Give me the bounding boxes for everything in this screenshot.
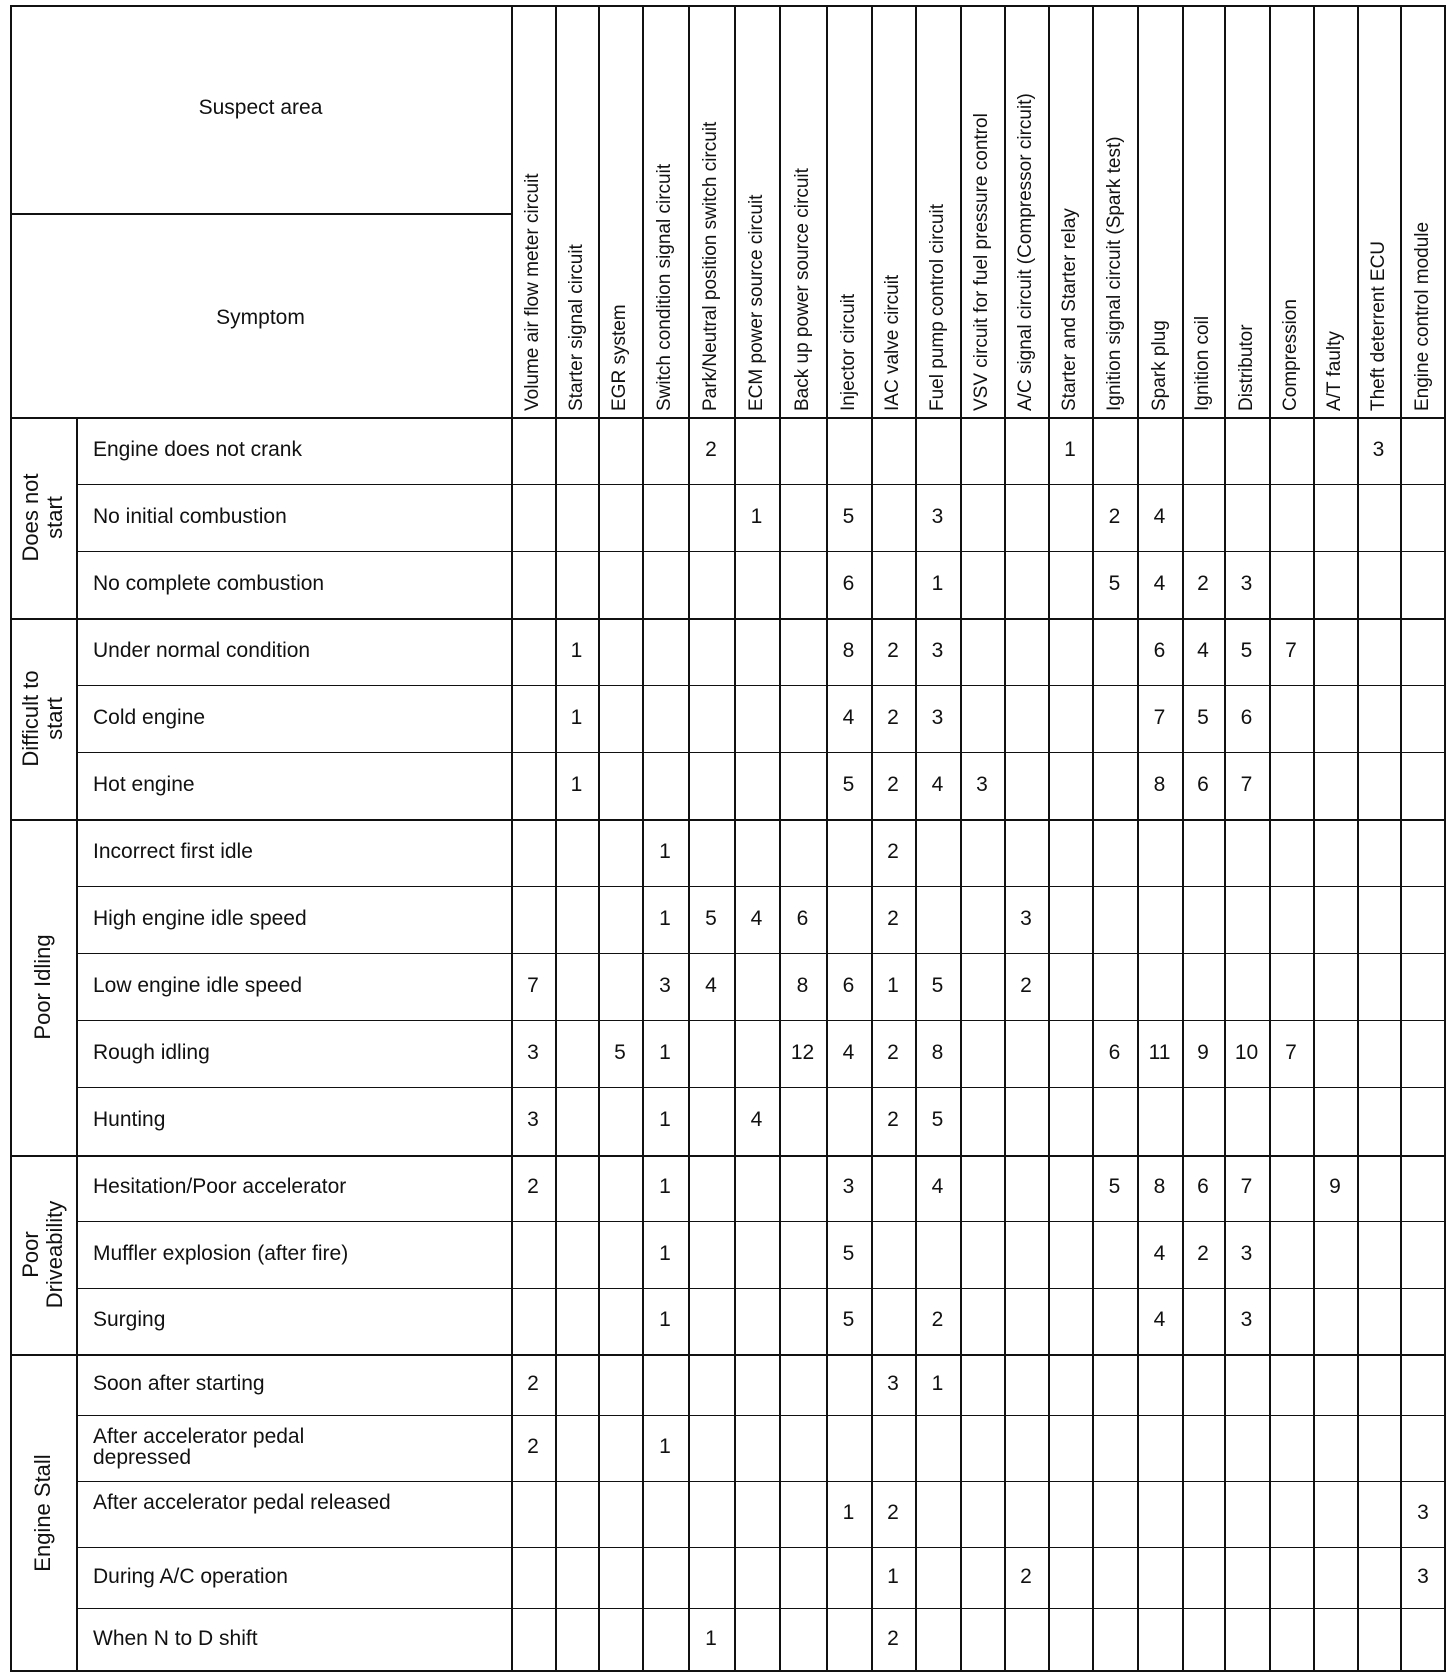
cell-value: 8 <box>931 1040 944 1064</box>
symptom-8: High engine idle speed <box>93 906 307 930</box>
cell-value: 3 <box>931 638 944 662</box>
cell-value: 3 <box>931 705 944 729</box>
cell-value: 3 <box>931 504 944 528</box>
column-header-12: A/C signal circuit (Compressor circuit) <box>1015 93 1036 411</box>
cell-value: 2 <box>1020 973 1032 997</box>
column-header-16: Ignition coil <box>1192 315 1213 411</box>
column-line <box>1400 5 1402 1672</box>
cell-value: 11 <box>1148 1040 1171 1064</box>
cell-value: 4 <box>1153 571 1166 595</box>
group-label-line: Poor Idling <box>30 934 55 1040</box>
row-line <box>76 551 1446 552</box>
cell-value: 6 <box>1197 1175 1209 1198</box>
column-header-4: Switch condition signal circuit <box>654 163 675 411</box>
cell-value: 4 <box>750 906 763 930</box>
cell-value: 1 <box>887 1564 899 1588</box>
symptom-12: Hesitation/Poor accelerator <box>93 1175 347 1198</box>
symptom-2: No initial combustion <box>93 504 287 528</box>
cell-value: 4 <box>750 1108 763 1131</box>
symptom-19: When N to D shift <box>93 1627 258 1650</box>
cell-value: 1 <box>659 906 671 930</box>
table-border-top <box>10 5 1446 7</box>
column-line <box>960 5 962 1672</box>
cell-value: 2 <box>931 1308 944 1331</box>
column-header-9: IAC valve circuit <box>882 274 903 411</box>
column-line <box>642 5 644 1672</box>
group-label-3 <box>31 819 55 1155</box>
cell-value: 2 <box>887 772 899 796</box>
cell-value: 5 <box>1197 705 1209 729</box>
cell-value: 6 <box>796 906 809 930</box>
cell-value: 2 <box>1197 571 1209 595</box>
row-line <box>76 1415 1446 1416</box>
cell-value: 9 <box>1329 1175 1341 1198</box>
cell-value: 3 <box>1417 1564 1429 1588</box>
column-header-15: Spark plug <box>1148 320 1170 411</box>
cell-value: 5 <box>1108 571 1121 595</box>
cell-value: 5 <box>842 1241 855 1265</box>
column-line <box>779 5 781 1672</box>
header-bottom-line <box>10 417 1446 419</box>
column-line <box>1224 5 1226 1672</box>
cell-value: 4 <box>931 772 944 796</box>
cell-value: 1 <box>570 772 583 796</box>
column-header-14: Ignition signal circuit (Spark test) <box>1103 136 1125 411</box>
cell-value: 1 <box>750 504 763 528</box>
column-header-11: VSV circuit for fuel pressure control <box>971 113 992 411</box>
cell-value: 8 <box>842 638 855 662</box>
column-line <box>1357 5 1359 1672</box>
row-line <box>76 1155 1446 1156</box>
cell-value: 2 <box>887 1040 899 1064</box>
cell-value: 8 <box>1153 1175 1166 1198</box>
cell-value: 3 <box>1417 1501 1429 1524</box>
column-header-20: Theft deterrent ECU <box>1367 240 1389 411</box>
cell-value: 2 <box>1020 1564 1032 1588</box>
cell-value: 1 <box>705 1627 717 1650</box>
column-header-19: A/T faulty <box>1324 331 1345 411</box>
cell-value: 3 <box>1240 571 1253 595</box>
cell-value: 1 <box>659 1175 671 1198</box>
symptom-11: Hunting <box>93 1108 166 1131</box>
symptom-5: Cold engine <box>93 705 206 729</box>
cell-value: 1 <box>887 973 899 997</box>
table-border-bottom <box>10 1670 1446 1672</box>
row-line <box>76 484 1446 485</box>
cell-value: 7 <box>1240 1175 1253 1198</box>
cell-value: 3 <box>527 1108 539 1131</box>
cell-value: 5 <box>931 973 944 997</box>
group-label-line: Does not <box>18 473 43 562</box>
row-line <box>76 1608 1446 1609</box>
column-line <box>1004 5 1006 1672</box>
cell-value: 7 <box>1285 1040 1297 1064</box>
cell-value: 1 <box>659 1308 671 1331</box>
column-line <box>555 5 557 1672</box>
cell-value: 4 <box>931 1175 944 1198</box>
column-line <box>688 5 690 1672</box>
column-line <box>915 5 917 1672</box>
column-header-13: Starter and Starter relay <box>1059 208 1080 411</box>
cell-value: 1 <box>659 1040 671 1064</box>
symptom-16: After accelerator pedal depressed <box>93 1425 305 1469</box>
cell-value: 5 <box>705 906 717 930</box>
cell-value: 1 <box>1064 437 1076 461</box>
cell-value: 2 <box>887 906 899 930</box>
symptom-9: Low engine idle speed <box>93 973 302 997</box>
column-header-1: Volume air flow meter circuit <box>522 173 543 411</box>
column-line <box>1137 5 1139 1672</box>
column-line <box>1182 5 1184 1672</box>
group-label-line: start <box>42 697 67 740</box>
column-line <box>734 5 736 1672</box>
cell-value: 4 <box>1153 1241 1166 1265</box>
cell-value: 7 <box>1240 772 1253 796</box>
column-line <box>871 5 873 1672</box>
cell-value: 1 <box>659 1241 671 1265</box>
column-header-3: EGR system <box>609 304 630 411</box>
cell-value: 2 <box>887 705 899 729</box>
row-line <box>76 1481 1446 1482</box>
cell-value: 2 <box>887 839 899 863</box>
symptom-7: Incorrect first idle <box>93 839 253 863</box>
row-line <box>76 1020 1446 1021</box>
row-line <box>76 953 1446 954</box>
cell-value: 6 <box>842 973 855 997</box>
column-header-21: Engine control module <box>1412 221 1433 411</box>
cell-value: 1 <box>931 1371 944 1395</box>
cell-value: 6 <box>842 571 855 595</box>
cell-value: 5 <box>842 772 855 796</box>
row-line <box>76 819 1446 820</box>
cell-value: 2 <box>527 1175 539 1198</box>
cell-value: 3 <box>1020 906 1032 930</box>
cell-value: 1 <box>659 839 671 863</box>
cell-value: 2 <box>1197 1241 1209 1265</box>
cell-value: 3 <box>976 772 988 796</box>
cell-value: 2 <box>527 1371 539 1395</box>
cell-value: 4 <box>1153 504 1166 528</box>
cell-value: 2 <box>887 1501 899 1524</box>
cell-value: 6 <box>1153 638 1166 662</box>
cell-value: 2 <box>527 1435 539 1458</box>
symptom-10: Rough idling <box>93 1040 210 1064</box>
group-label-1 <box>19 417 67 618</box>
column-header-17: Distributor <box>1235 324 1257 411</box>
column-line <box>826 5 828 1672</box>
group-column-line <box>76 417 78 1672</box>
symptom-13: Muffler explosion (after fire) <box>93 1241 349 1265</box>
symptom-15: Soon after starting <box>93 1371 265 1395</box>
column-line <box>1048 5 1050 1672</box>
column-header-7: Back up power source circuit <box>791 168 813 411</box>
symptom-label: Symptom <box>216 306 305 329</box>
cell-value: 6 <box>1240 705 1253 729</box>
cell-value: 3 <box>527 1040 539 1064</box>
group-label-line: Engine Stall <box>30 1454 55 1572</box>
row-line <box>76 752 1446 753</box>
cell-value: 3 <box>887 1371 899 1395</box>
column-header-2: Starter signal circuit <box>565 244 587 411</box>
column-line <box>1269 5 1271 1672</box>
cell-value: 4 <box>1197 638 1209 662</box>
cell-value: 3 <box>1240 1241 1253 1265</box>
cell-value: 4 <box>705 973 717 997</box>
header-divider <box>10 213 511 215</box>
group-label-2 <box>19 618 67 819</box>
group-label-line: Poor <box>18 1231 43 1278</box>
column-line <box>1092 5 1094 1672</box>
row-line <box>76 618 1446 619</box>
symptom-6: Hot engine <box>93 772 195 796</box>
row-line <box>76 1221 1446 1222</box>
table-border-left <box>10 5 12 1672</box>
column-line <box>511 5 513 1672</box>
cell-value: 8 <box>796 973 809 997</box>
cell-value: 1 <box>931 571 944 595</box>
row-line <box>76 685 1446 686</box>
cell-value: 3 <box>659 973 671 997</box>
column-header-5: Park/Neutral position switch circuit <box>700 121 721 411</box>
column-header-18: Compression <box>1280 299 1301 411</box>
cell-value: 5 <box>614 1040 626 1064</box>
symptom-14: Surging <box>93 1308 166 1331</box>
symptom-3: No complete combustion <box>93 571 325 595</box>
cell-value: 2 <box>1108 504 1121 528</box>
cell-value: 5 <box>931 1108 944 1131</box>
symptom-17: After accelerator pedal released <box>93 1491 391 1514</box>
cell-value: 5 <box>842 1308 855 1331</box>
row-line <box>76 1087 1446 1088</box>
cell-value: 2 <box>887 1108 899 1131</box>
column-header-6: ECM power source circuit <box>745 194 767 411</box>
cell-value: 4 <box>1153 1308 1166 1331</box>
cell-value: 5 <box>1108 1175 1121 1198</box>
cell-value: 6 <box>1108 1040 1121 1064</box>
cell-value: 7 <box>1153 705 1166 729</box>
group-label-4 <box>19 1155 67 1354</box>
cell-value: 2 <box>887 638 899 662</box>
cell-value: 5 <box>842 504 855 528</box>
cell-value: 7 <box>1285 638 1297 662</box>
cell-value: 3 <box>1372 437 1385 461</box>
cell-value: 12 <box>790 1040 815 1064</box>
column-header-8: Injector circuit <box>837 293 859 411</box>
cell-value: 2 <box>887 1627 899 1650</box>
group-label-line: Difficult to <box>18 670 43 767</box>
cell-value: 10 <box>1234 1040 1259 1064</box>
column-header-10: Fuel pump control circuit <box>926 204 948 411</box>
cell-value: 1 <box>570 638 583 662</box>
cell-value: 4 <box>842 705 855 729</box>
cell-value: 1 <box>659 1435 671 1458</box>
cell-value: 3 <box>1240 1308 1253 1331</box>
suspect-area-label: Suspect area <box>198 96 323 119</box>
column-line <box>1313 5 1315 1672</box>
column-line <box>598 5 600 1672</box>
row-line <box>76 1354 1446 1355</box>
group-label-5 <box>31 1354 55 1672</box>
cell-value: 6 <box>1197 772 1209 796</box>
cell-value: 2 <box>705 437 717 461</box>
cell-value: 5 <box>1240 638 1253 662</box>
group-label-line: Driveability <box>42 1200 67 1309</box>
group-label-line: start <box>42 496 67 539</box>
symptom-1: Engine does not crank <box>93 437 302 461</box>
cell-value: 1 <box>659 1108 671 1131</box>
symptom-4: Under normal condition <box>93 638 311 662</box>
cell-value: 7 <box>527 973 539 997</box>
cell-value: 4 <box>842 1040 855 1064</box>
symptom-18: During A/C operation <box>93 1564 288 1588</box>
cell-value: 8 <box>1153 772 1166 796</box>
cell-value: 1 <box>570 705 583 729</box>
row-line <box>76 1288 1446 1289</box>
table-border-right <box>1444 5 1446 1672</box>
cell-value: 3 <box>842 1175 855 1198</box>
row-line <box>76 1547 1446 1548</box>
cell-value: 1 <box>842 1501 855 1524</box>
cell-value: 9 <box>1197 1040 1209 1064</box>
row-line <box>76 886 1446 887</box>
